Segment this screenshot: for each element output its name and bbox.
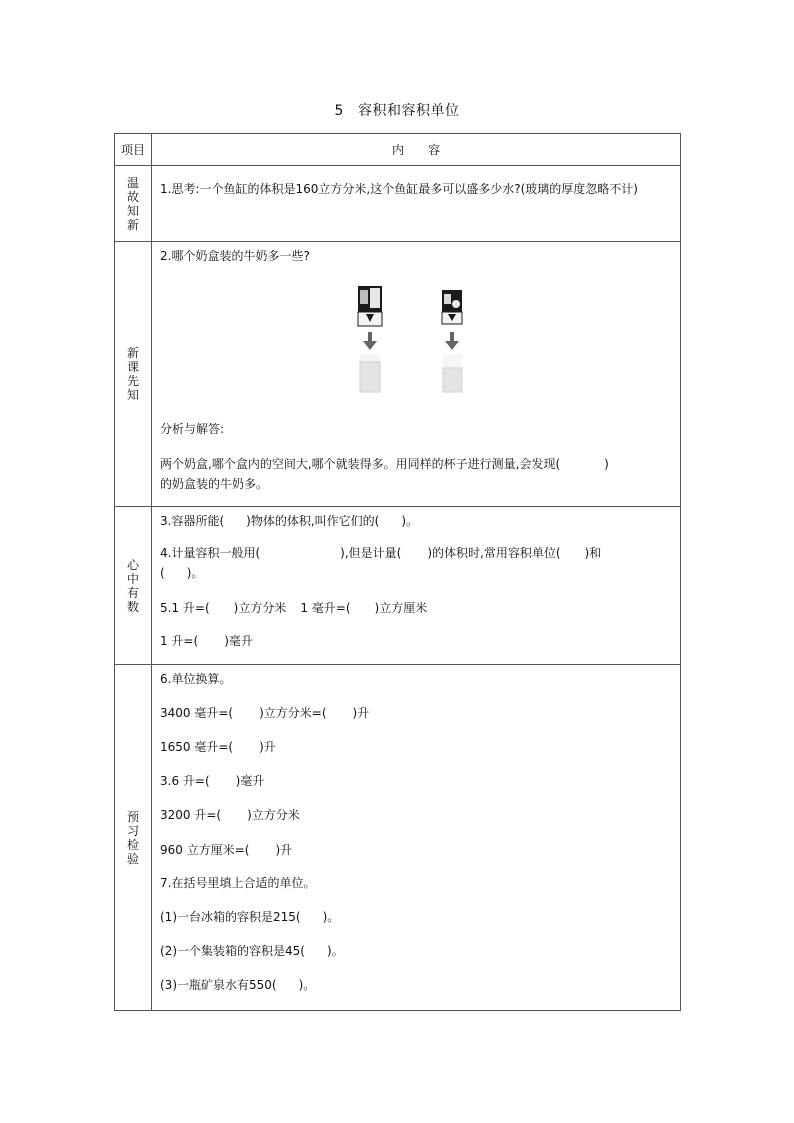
lesson-table	[114, 133, 681, 1011]
header-col-item: 项目	[115, 134, 152, 166]
question-4-cont: ( )。	[160, 566, 204, 580]
section-label-check: 预习检验	[126, 809, 139, 866]
unit-item-1: (1)一台冰箱的容积是215( )。	[160, 910, 340, 924]
section-label	[115, 242, 152, 507]
section-content	[152, 507, 681, 665]
section-label-preview: 新课先知	[126, 346, 139, 402]
arrow-down-icon	[363, 332, 377, 350]
question-7: 7.在括号里填上合适的单位。	[160, 876, 316, 890]
milk-carton-illustration	[352, 284, 492, 402]
conversion-2: 1650 毫升=( )升	[160, 740, 276, 754]
section-label-knowledge: 心中有数	[126, 557, 139, 614]
lesson-number: 5	[334, 103, 344, 119]
unit-item-2: (2)一个集装箱的容积是45( )。	[160, 944, 344, 958]
section-label	[115, 665, 152, 1011]
lesson-title: 容积和容积单位	[357, 103, 460, 119]
question-1: 1.思考:一个鱼缸的体积是160立方分米,这个鱼缸最多可以盛多少水?(玻璃的厚度忽略不计)	[160, 182, 638, 196]
question-6: 6.单位换算。	[160, 672, 232, 686]
question-3: 3.容器所能( )物体的体积,叫作它们的( )。	[160, 514, 419, 528]
section-review	[115, 166, 681, 242]
section-content	[152, 242, 681, 507]
section-content	[152, 166, 681, 242]
cup-b-icon	[443, 354, 462, 392]
cup-a-icon	[360, 354, 380, 392]
unit-item-3: (3)一瓶矿泉水有550( )。	[160, 978, 316, 992]
answer-line-2: 的奶盒装的牛奶多。	[160, 477, 269, 491]
question-5-cont: 1 升=( )毫升	[160, 634, 253, 648]
milk-carton-b-icon	[442, 290, 462, 324]
section-check	[115, 665, 681, 1011]
section-preview	[115, 242, 681, 507]
section-label-review: 温故知新	[126, 175, 139, 232]
arrow-down-icon	[445, 332, 459, 350]
conversion-5: 960 立方厘米=( )升	[160, 843, 293, 857]
conversion-3: 3.6 升=( )毫升	[160, 774, 265, 788]
answer-line-1: 两个奶盒,哪个盒内的空间大,哪个就装得多。用同样的杯子进行测量,会发现( )	[160, 457, 609, 471]
page-title	[0, 100, 794, 120]
question-5: 5.1 升=( )立方分米 1 毫升=( )立方厘米	[160, 601, 428, 615]
section-knowledge	[115, 507, 681, 665]
question-4: 4.计量容积一般用( ),但是计量( )的体积时,常用容积单位( )和	[160, 546, 602, 560]
milk-carton-a-icon	[358, 286, 382, 326]
analysis-label: 分析与解答:	[160, 422, 225, 436]
section-label	[115, 166, 152, 242]
header-row	[115, 134, 681, 166]
question-2: 2.哪个奶盒装的牛奶多一些?	[160, 249, 310, 263]
section-label	[115, 507, 152, 665]
conversion-1: 3400 毫升=( )立方分米=( )升	[160, 706, 370, 720]
conversion-4: 3200 升=( )立方分米	[160, 808, 300, 822]
header-col-content: 内 容	[152, 134, 681, 166]
section-content	[152, 665, 681, 1011]
